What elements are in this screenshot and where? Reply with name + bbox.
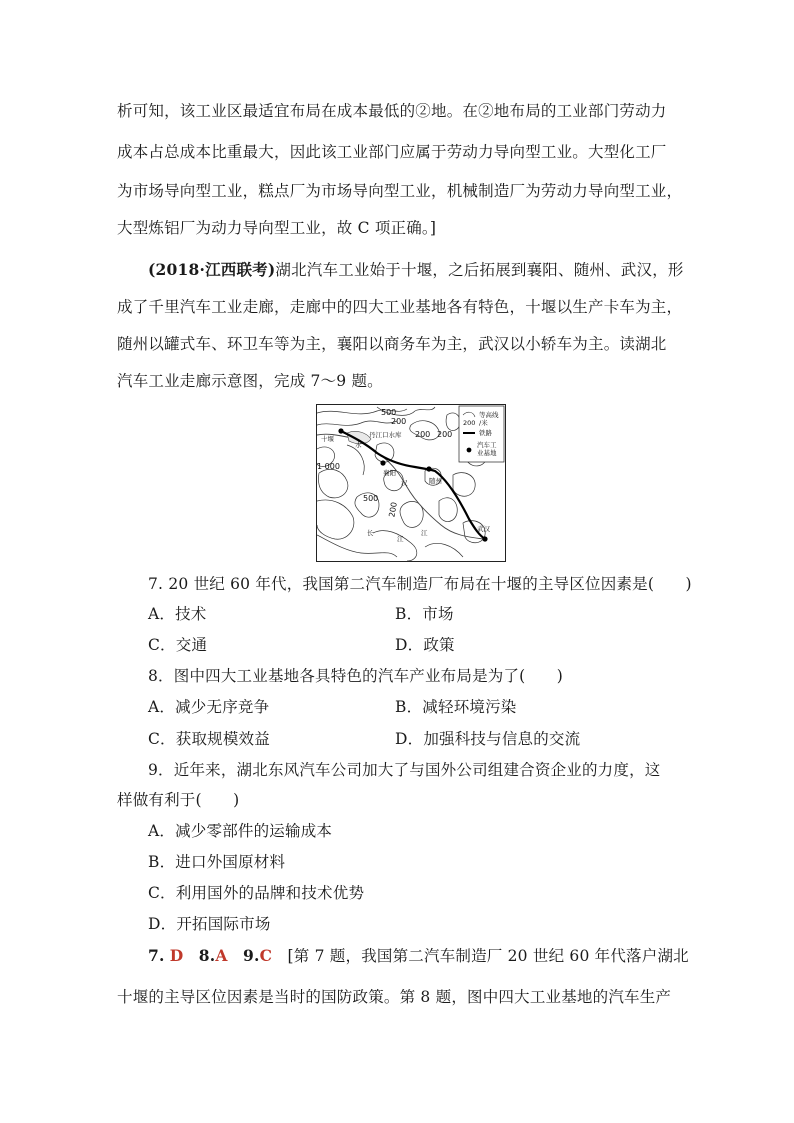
label-shiyan: 十堰 (321, 435, 334, 443)
q8-option-a: A．减少无序竞争 (148, 698, 270, 716)
han-river (317, 434, 483, 539)
q9-option-a: A．减少零部件的运输成本 (148, 822, 333, 840)
q7-option-b: B．市场 (395, 605, 454, 623)
answer-line-1 (148, 945, 689, 967)
legend-railway-label: 铁路 (479, 429, 492, 437)
base-suizhou (426, 466, 431, 471)
label-wuhan: 武汉 (477, 525, 490, 533)
label-danjiangkou: 丹江口水库 (369, 431, 402, 439)
label-jiang-2: 江 (421, 529, 428, 537)
prev-explanation-line-1: 析可知，该工业区最适宜布局在成本最低的②地。在②地布局的工业部门劳动力 (117, 102, 667, 120)
q7-option-a: A．技术 (148, 605, 207, 623)
label-xiangyang: 襄阳 (383, 469, 396, 477)
base-xiangyang (380, 460, 385, 465)
legend-base-symbol (467, 448, 472, 453)
label-chang: 长 (367, 529, 374, 537)
intro-line-1 (148, 259, 684, 281)
label-suizhou: 随州 (429, 477, 442, 485)
contour-label-200-right: 200 (437, 430, 453, 439)
prev-explanation-line-2: 成本占总成本比重最大，因此该工业部门应属于劳动力导向型工业。大型化工厂 (117, 143, 667, 161)
label-jiang-1: 江 (397, 535, 404, 543)
answer-explanation-2: 十堰的主导区位因素是当时的国防政策。第 8 题，图中四大工业基地的汽车生产 (117, 988, 672, 1006)
map-svg (317, 405, 505, 561)
intro-source: (2018·江西联考) (148, 260, 276, 279)
q9-option-b: B．进口外国原材料 (148, 853, 286, 871)
legend-contour-label-1: 等高线 (479, 411, 499, 419)
contour-label-1000: 1 000 (317, 462, 340, 471)
q8-option-d: D．加强科技与信息的交流 (395, 730, 581, 748)
legend-base-label-1: 汽车工 (477, 441, 497, 449)
base-shiyan (338, 428, 343, 433)
base-wuhan (482, 536, 487, 541)
contour-label-200-mid: 200 (415, 430, 431, 439)
prev-explanation-line-3: 为市场导向型工业，糕点厂为市场导向型工业，机械制造厂为劳动力导向型工业， (117, 182, 683, 200)
hubei-auto-corridor-map (316, 404, 506, 562)
q9-option-d: D．开拓国际市场 (148, 915, 271, 933)
answer-explanation-1: [第 7 题，我国第二汽车制造厂 20 世纪 60 年代落户湖北 (287, 947, 689, 965)
q8-option-c: C．获取规模效益 (148, 730, 270, 748)
contour-label-200-top: 200 (391, 417, 407, 426)
q9-option-c: C．利用国外的品牌和技术优势 (148, 884, 365, 902)
answer-7-number: 7. (148, 946, 165, 965)
intro-line-4: 汽车工业走廊示意图，完成 7～9 题。 (117, 372, 383, 390)
q9-stem-line-2: 样做有利于( ) (117, 791, 240, 809)
contour-label-500-left: 500 (363, 494, 379, 503)
legend-base-label-2: 业基地 (477, 449, 497, 457)
legend-contour-value: 200 (463, 419, 476, 427)
legend-contour-label-2: /米 (479, 419, 488, 427)
intro-line-2: 成了千里汽车工业走廊，走廊中的四大工业基地各有特色，十堰以生产卡车为主， (117, 298, 683, 316)
label-han: 汉 (401, 479, 408, 487)
contour-label-200-bottom: 200 (387, 501, 399, 518)
label-shui: 水 (355, 441, 362, 449)
q7-option-c: C．交通 (148, 636, 208, 654)
answer-9-value: C (259, 946, 273, 965)
q8-option-b: B．减轻环境污染 (395, 698, 517, 716)
contour-label-500-top: 500 (381, 408, 397, 417)
q7-stem: 7. 20 世纪 60 年代，我国第二汽车制造厂布局在十堰的主导区位因素是( ) (148, 575, 692, 593)
prev-explanation-line-4: 大型炼铝厂为动力导向型工业，故 C 项正确。] (117, 219, 437, 237)
q9-stem-line-1: 9．近年来，湖北东风汽车公司加大了与国外公司组建合资企业的力度，这 (148, 761, 661, 779)
answer-7-value: D (169, 946, 184, 965)
intro-line-3: 随州以罐式车、环卫车等为主，襄阳以商务车为主，武汉以小轿车为主。读湖北 (117, 335, 667, 353)
q8-stem: 8．图中四大工业基地各具特色的汽车产业布局是为了( ) (148, 667, 564, 685)
answer-8-number: 8. (198, 946, 216, 965)
answer-9-number: 9. (243, 946, 260, 965)
intro-line-1-text: 湖北汽车工业始于十堰，之后拓展到襄阳、随州、武汉，形 (275, 261, 684, 279)
q7-option-d: D．政策 (395, 636, 455, 654)
answer-8-value: A (215, 946, 228, 965)
